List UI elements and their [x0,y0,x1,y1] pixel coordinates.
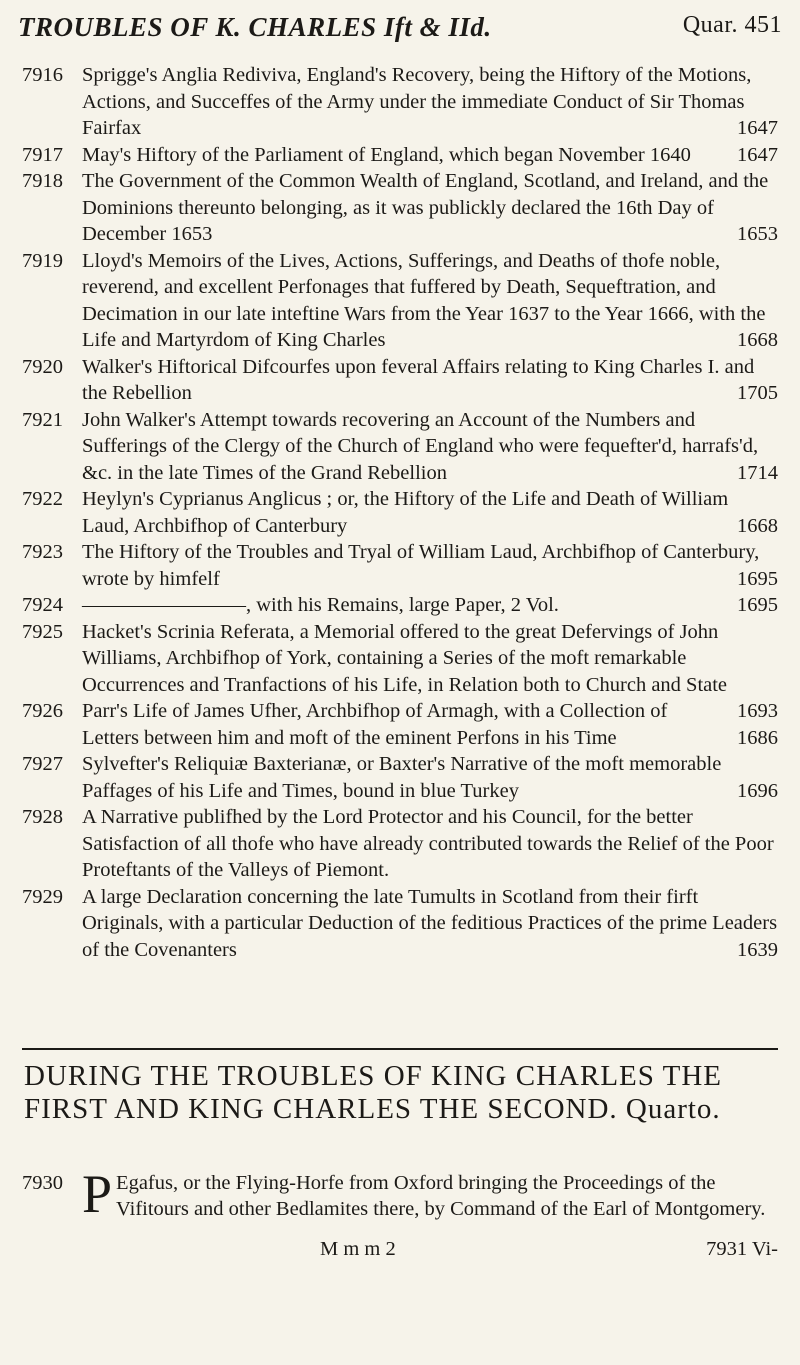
section-rule [22,1048,778,1050]
entry-year: 1647 [737,143,778,166]
entry-text: Walker's Hiftorical Difcourfes upon feveral Affairs relating to King Charles I. and the Rebellion [82,355,755,404]
entry-text: Hacket's Scrinia Referata, a Memorial offered to the great Defervings of John Williams, Archbifhop of York, containing a Series of the moft remarkable Occurrences and Tranfactions of his Life, in Relation both to Church and State [82,620,728,696]
list-item [22,354,778,407]
drop-cap: P [82,1164,113,1224]
entry-list [22,62,778,963]
list-item [22,539,778,592]
entry-number: 7920 [22,355,63,378]
list-item [22,407,778,487]
list-item [22,486,778,539]
entry-number: 7926 [22,700,63,722]
entry-number: 7919 [22,249,63,272]
entry-year: 1705 [737,382,778,404]
entry-year: 1695 [737,567,778,590]
entry-text: Parr's Life of James Ufher, Archbifhop of Armagh, with a Collection of Letters between him and moft of the eminent Perfons in his Time [82,700,668,749]
entry-text: A large Declaration concerning the late Tumults in Scotland from their firft Originals, with a particular Deduction of the feditious Practices of the prime Leaders of the Covenanters [82,885,778,961]
entry-number: 7923 [22,541,63,563]
entry-number: 7925 [22,620,63,643]
entry-year: 1668 [737,514,778,537]
signature-mark: M m m 2 [320,1238,396,1260]
section-title: DURING THE TROUBLES OF KING CHARLES THE FIRST AND KING CHARLES THE SECOND. [24,1060,722,1125]
entry-text: Sylvefter's Reliquiæ Baxterianæ, or Baxter's Narrative of the moft memorable Paffages of his Life and Times, bound in blue Turkey [82,753,722,802]
entry-text: Heylyn's Cyprianus Anglicus ; or, the Hiftory of the Life and Death of William Laud, Archbifhop of Canterbury [82,488,729,537]
entry-year: 1639 [737,938,778,961]
entry-year: 1647 [737,117,778,139]
entry-text: A Narrative publifhed by the Lord Protector and his Council, for the better Satisfaction of all thofe who have already contributed towards the Relief of the Poor Proteftants of the Valleys of Piemont. [82,806,774,881]
entry-text: The Hiftory of the Troubles and Tryal of William Laud, Archbifhop of Canterbury, wrote by himfelf [82,541,760,590]
list-item [22,168,778,248]
entry-text: ————————, with his Remains, large Paper, 2 Vol. [82,594,559,616]
list-item [22,751,778,804]
entry-number: 7927 [22,753,63,775]
list-item [22,1164,778,1224]
list-item [22,62,778,142]
entry-number: 7922 [22,488,63,510]
entry-text: Egafus, or the Flying-Horfe from Oxford bringing the Proceedings of the Vifitours and other Bedlamites there, by Command of the Earl of Montgomery. [116,1172,766,1220]
entry-year: 1714 [737,461,778,484]
list-item [22,804,778,884]
entry-number: 7928 [22,806,63,828]
entry-year: 1696 [737,779,778,802]
entry-text: Sprigge's Anglia Rediviva, England's Recovery, being the Hiftory of the Motions, Actions, and Succeffes of the Army under the immediate Conduct of Sir Thomas Fairfax [82,64,752,139]
entry-year: 1686 [737,726,778,749]
list-item [22,698,778,751]
entry-number: 7918 [22,170,63,192]
section-format: Quarto. [625,1093,721,1125]
entry-text: John Walker's Attempt towards recovering an Account of the Numbers and Sufferings of the Clergy of the Church of England who were fequefter'd, harrafs'd, &c. in the late Times of the Grand Rebellion [82,408,759,484]
entry-text: Lloyd's Memoirs of the Lives, Actions, Sufferings, and Deaths of thofe noble, reverend, and excellent Perfonages that fuffered by Death, Sequeftration, and Decimation in our late inteftine Wars from the Year 1637 to the Year 1666, with the Life and Martyrdom of King Charles [82,249,766,351]
entry-number: 7916 [22,64,63,86]
entry-number: 7930 [22,1172,63,1194]
list-item [22,592,778,619]
entry-number: 7917 [22,143,63,166]
entry-number: 7929 [22,885,63,908]
entry-year: 1668 [737,329,778,351]
entry-text: May's Hiftory of the Parliament of England, which began November 1640 [82,143,691,166]
entry-year: 1653 [737,223,778,245]
entry-year: 1693 [737,700,778,722]
page-number: 451 [744,12,782,38]
entry-number: 7921 [22,408,63,431]
header-title: TROUBLES OF K. CHARLES Ift & IId. [18,12,492,42]
entry-text: The Government of the Common Wealth of England, Scotland, and Ireland, and the Dominions thereunto belonging, as it was publickly declared the 16th Day of December 1653 [82,170,769,245]
entry-year: 1695 [737,594,778,616]
catchword: 7931 Vi- [706,1238,778,1260]
running-header [18,12,782,43]
list-item [22,248,778,354]
list-item [22,884,778,964]
header-format: Quar. [682,12,738,38]
list-item [22,142,778,169]
entry-number: 7924 [22,594,63,616]
section-heading [24,1060,776,1126]
